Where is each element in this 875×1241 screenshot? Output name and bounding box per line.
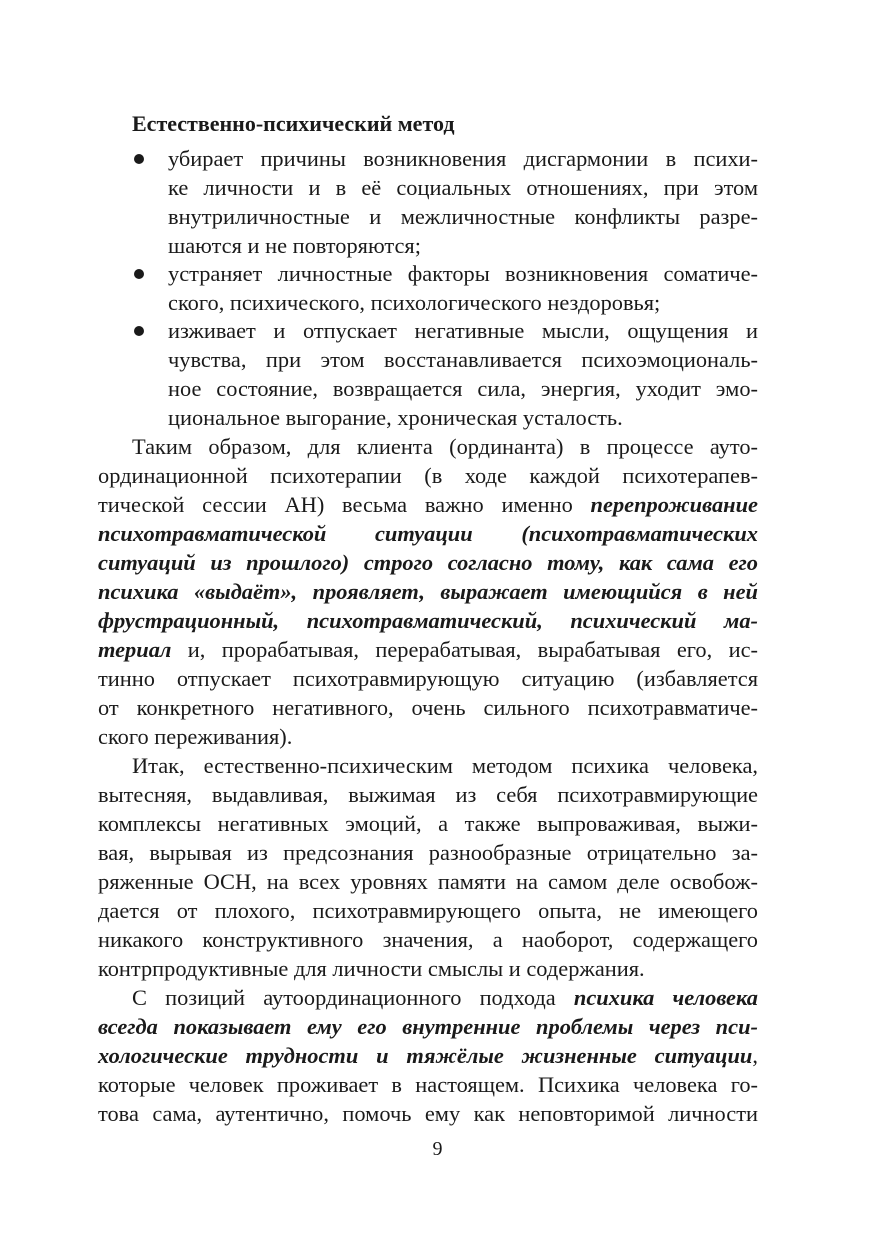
paragraph-3-line [132, 983, 758, 1012]
paragraph-1-line [98, 490, 758, 519]
paragraph-1-line: фрустрационный, психотравматический, психический ма- [98, 608, 758, 633]
paragraph-1-line: ординационной психотерапии (в ходе каждой психотерапев- [98, 463, 758, 488]
paragraph-2-line: дается от плохого, психотравмирующего опыта, не имеющего [98, 898, 758, 923]
paragraph-2-line: никакого конструктивного значения, а наоборот, содержащего [98, 927, 758, 952]
bullet-2-line: ского, психического, психологического нездоровья; [168, 290, 661, 315]
plain-text: тической сессии АН) весьма важно именно [98, 492, 591, 517]
paragraph-1-line: психотравматической ситуации (психотравматических [98, 521, 758, 546]
paragraph-3-line: всегда показывает ему его внутренние проблемы через пси- [98, 1014, 758, 1039]
paragraph-1-line: психика «выдаёт», проявляет, выражает имеющийся в ней [98, 579, 758, 604]
paragraph-3-line: това сама, аутентично, помочь ему как неповторимой личности [98, 1101, 758, 1126]
bullet-1-line: ке личности и в её социальных отношениях, при этом [168, 175, 758, 200]
plain-text: С позиций аутоординационного подхода [132, 985, 574, 1010]
bullet-3-line: ное состояние, возвращается сила, энергия, уходит эмо- [168, 376, 758, 401]
plain-text: , [752, 1043, 758, 1068]
paragraph-1-line [98, 635, 758, 664]
paragraph-2-line: ряженные ОСН, на всех уровнях памяти на самом деле освобож- [98, 869, 758, 894]
bullet-1-line: внутриличностные и межличностные конфликты разре- [168, 204, 758, 229]
emphasis-text: психика человека [573, 985, 758, 1010]
section-heading: Естественно-психический метод [132, 111, 455, 136]
paragraph-2-line: комплексы негативных эмоций, а также выпроваживая, выжи- [98, 811, 758, 836]
bullet-3-line: изживает и отпускает негативные мысли, ощущения и [168, 318, 758, 343]
bullet-marker [134, 326, 144, 336]
emphasis-text: териал [98, 637, 172, 662]
paragraph-1-line: Таким образом, для клиента (ординанта) в процессе ауто- [132, 434, 758, 459]
bullet-1-line: шаются и не повторяются; [168, 233, 421, 258]
emphasis-text: хологические трудности и тяжёлые жизненные ситуации [98, 1043, 753, 1068]
plain-text: и, прорабатывая, перерабатывая, вырабатывая его, ис- [171, 637, 758, 662]
bullet-2-line: устраняет личностные факторы возникновения соматиче- [168, 261, 758, 286]
bullet-3-line: чувства, при этом восстанавливается психоэмоциональ- [168, 347, 758, 372]
paragraph-3-line: которые человек проживает в настоящем. Психика человека го- [98, 1072, 758, 1097]
paragraph-2-line: вая, вырывая из предсознания разнообразные отрицательно за- [98, 840, 758, 865]
paragraph-1-line: от конкретного негативного, очень сильного психотравматиче- [98, 695, 758, 720]
bullet-1-line: убирает причины возникновения дисгармонии в психи- [168, 146, 758, 171]
bullet-marker [134, 154, 144, 164]
paragraph-1-line: ского переживания). [98, 724, 293, 749]
emphasis-text: перепроживание [590, 492, 758, 517]
bullet-marker [134, 269, 144, 279]
paragraph-1-line: тинно отпускает психотравмирующую ситуацию (избавляется [98, 666, 758, 691]
paragraph-3-line [98, 1041, 758, 1070]
paragraph-2-line: Итак, естественно-психическим методом психика человека, [132, 753, 758, 778]
page-number: 9 [432, 1138, 443, 1160]
bullet-3-line: циональное выгорание, хроническая усталость. [168, 405, 623, 430]
paragraph-2-line: вытесняя, выдавливая, выжимая из себя психотравмирующие [98, 782, 758, 807]
paragraph-2-line: контрпродуктивные для личности смыслы и содержания. [98, 956, 645, 981]
paragraph-1-line: ситуаций из прошлого) строго согласно тому, как сама его [98, 550, 758, 575]
